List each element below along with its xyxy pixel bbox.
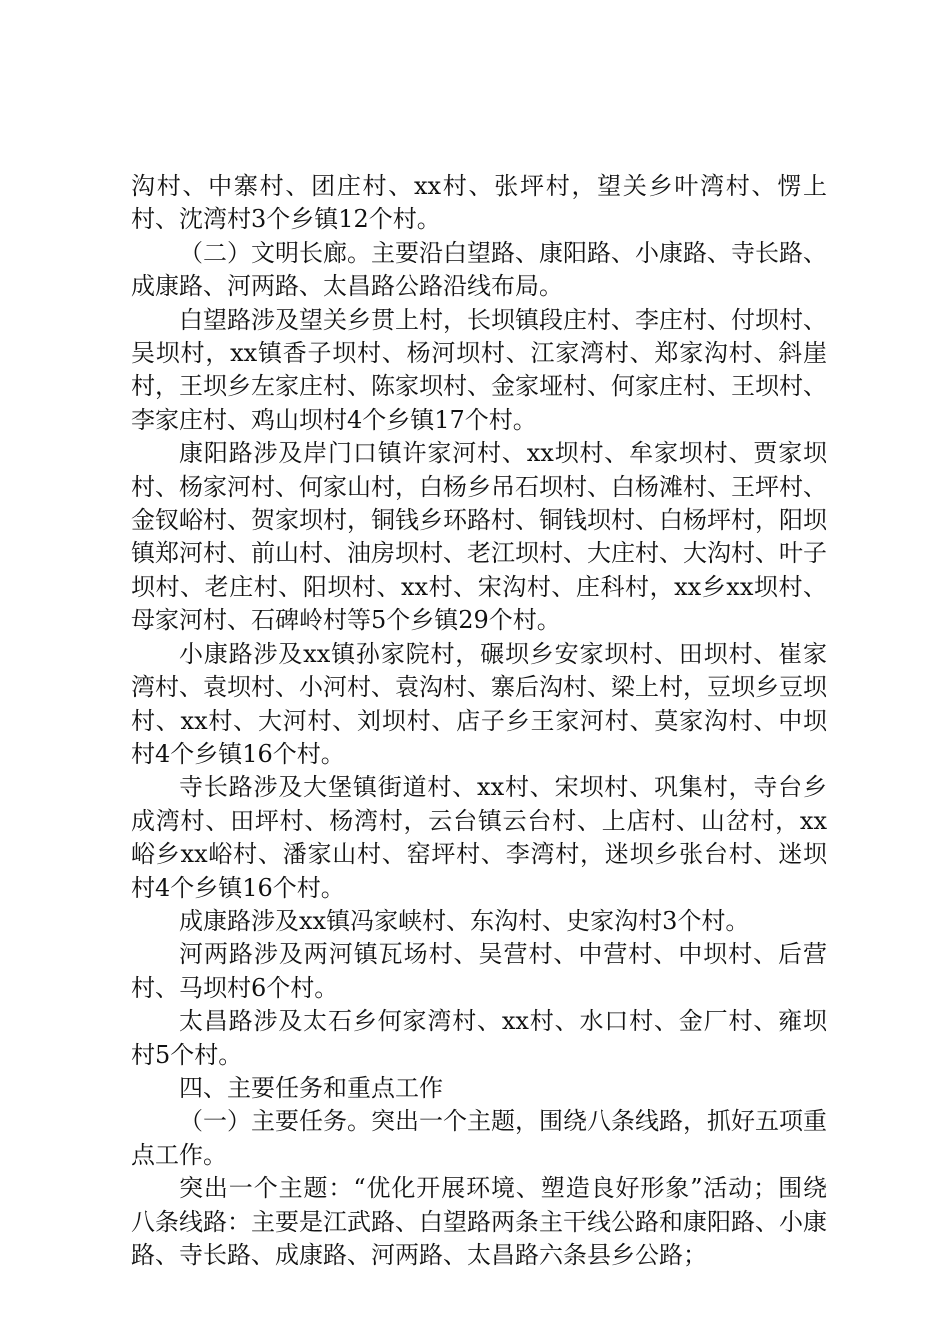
paragraph-6: 寺长路涉及大堡镇街道村、xx村、宋坝村、巩集村，寺台乡成湾村、田坪村、杨湾村，云台镇云台村、上店村、山岔村，xx峪乡xx峪村、潘家山村、窑坪村、李湾村，迷坝乡张台村、迷坝村4个乡镇16个村。 xyxy=(131,773,827,902)
paragraph-12: 突出一个主题：“优化开展环境、塑造良好形象”活动；围绕八条线路：主要是江武路、白望路两条主干线公路和康阳路、小康路、寺长路、成康路、河两路、太昌路六条县乡公路； xyxy=(131,1174,827,1269)
paragraph-7: 成康路涉及xx镇冯家峡村、东沟村、史家沟村3个村。 xyxy=(179,906,750,935)
paragraph-3: 白望路涉及望关乡贯上村，长坝镇段庄村、李庄村、付坝村、吴坝村，xx镇香子坝村、杨河坝村、江家湾村、郑家沟村、斜崖村，王坝乡左家庄村、陈家坝村、金家垭村、何家庄村、王坝村、李家庄村、鸡山坝村4个乡镇17个村。 xyxy=(131,305,827,434)
document-body xyxy=(131,170,827,1272)
paragraph-9: 太昌路涉及太石乡何家湾村、xx村、水口村、金厂村、雍坝村5个村。 xyxy=(131,1007,827,1069)
paragraph-4: 康阳路涉及岸门口镇许家河村、xx坝村、牟家坝村、贾家坝村、杨家河村、何家山村，白杨乡吊石坝村、白杨滩村、王坪村、金钗峪村、贺家坝村，铜钱乡环路村、铜钱坝村、白杨坪村，阳坝镇郑河村、前山村、油房坝村、老江坝村、大庄村、大沟村、叶子坝村、老庄村、阳坝村、xx村、宋沟村、庄科村，xx乡xx坝村、母家河村、石碑岭村等5个乡镇29个村。 xyxy=(131,439,827,635)
paragraph-2: （二）文明长廊。主要沿白望路、康阳路、小康路、寺长路、成康路、河两路、太昌路公路沿线布局。 xyxy=(131,238,827,301)
section-heading: 四、主要任务和重点工作 xyxy=(179,1073,443,1102)
paragraph-8: 河两路涉及两河镇瓦场村、吴营村、中营村、中坝村、后营村、马坝村6个村。 xyxy=(131,940,827,1002)
paragraph-11: （一）主要任务。突出一个主题，围绕八条线路，抓好五项重点工作。 xyxy=(131,1107,827,1169)
paragraph-1: 沟村、中寨村、团庄村、xx村、张坪村，望关乡叶湾村、愣上村、沈湾村3个乡镇12个村。 xyxy=(131,172,827,234)
paragraph-5: 小康路涉及xx镇孙家院村，碾坝乡安家坝村、田坝村、崔家湾村、袁坝村、小河村、袁沟村、寨后沟村、梁上村，豆坝乡豆坝村、xx村、大河村、刘坝村、店子乡王家河村、莫家沟村、中坝村4个乡镇16个村。 xyxy=(131,639,827,768)
